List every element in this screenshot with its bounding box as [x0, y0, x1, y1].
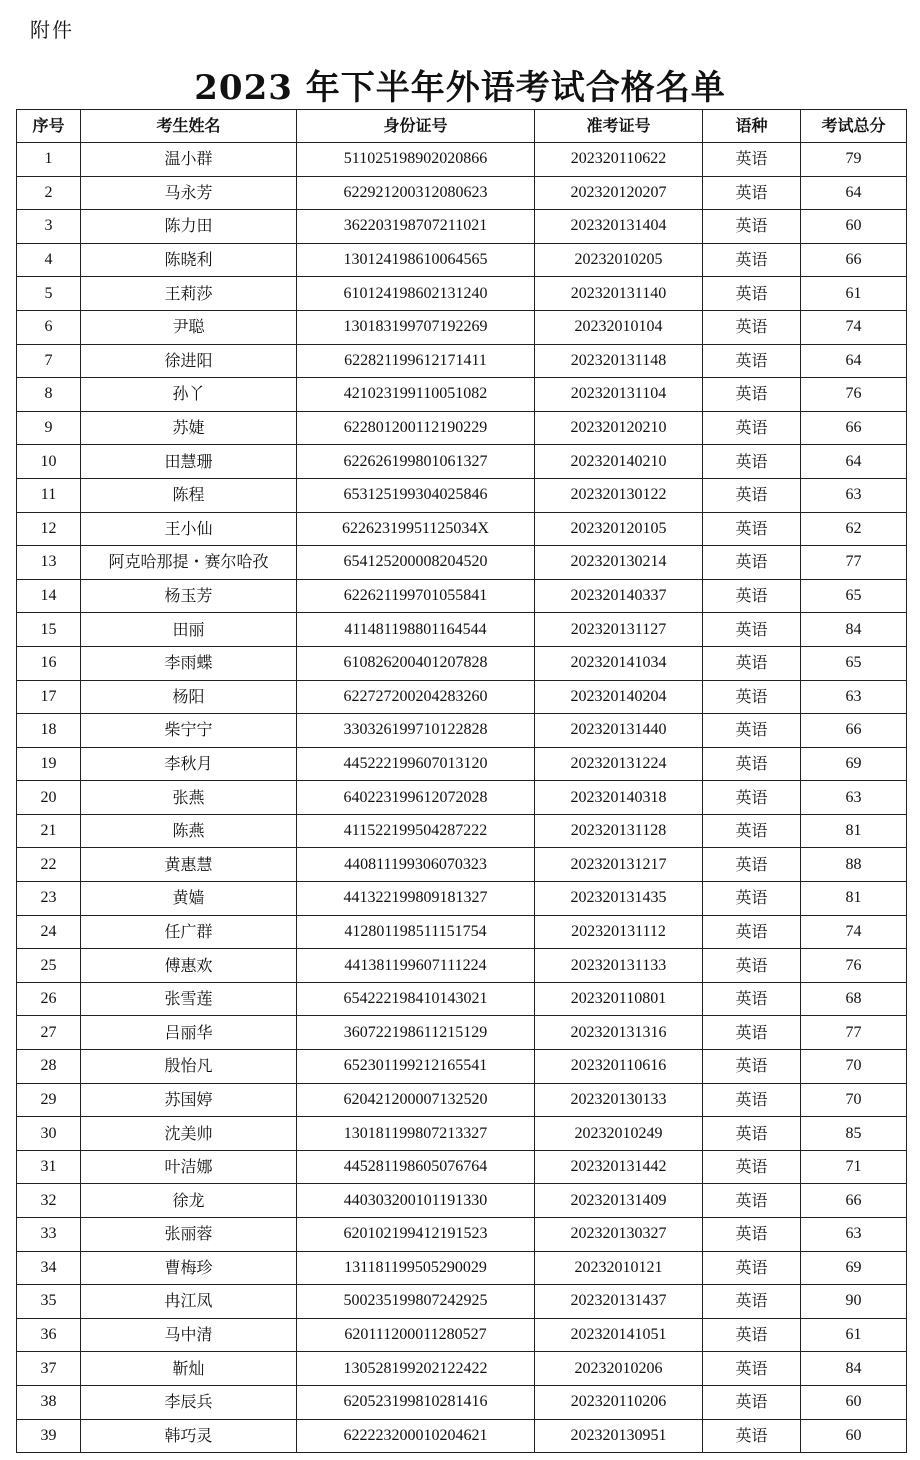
cell-name: 靳灿: [81, 1352, 297, 1386]
cell-total-score: 62: [801, 512, 907, 546]
cell-seq: 15: [17, 613, 81, 647]
table-row: [17, 714, 907, 748]
cell-exam-number: 202320131409: [535, 1184, 703, 1218]
cell-language: 英语: [703, 1285, 801, 1319]
cell-language: 英语: [703, 143, 801, 177]
cell-name: 陈程: [81, 478, 297, 512]
cell-name: 杨玉芳: [81, 579, 297, 613]
cell-language: 英语: [703, 1251, 801, 1285]
cell-seq: 2: [17, 176, 81, 210]
cell-name: 马中清: [81, 1318, 297, 1352]
cell-id-number: 654222198410143021: [297, 982, 535, 1016]
cell-exam-number: 202320131404: [535, 210, 703, 244]
cell-name: 马永芳: [81, 176, 297, 210]
cell-id-number: 622801200112190229: [297, 411, 535, 445]
cell-language: 英语: [703, 814, 801, 848]
cell-seq: 4: [17, 243, 81, 277]
cell-total-score: 60: [801, 210, 907, 244]
cell-total-score: 77: [801, 546, 907, 580]
cell-total-score: 61: [801, 277, 907, 311]
table-row: [17, 1083, 907, 1117]
cell-total-score: 70: [801, 1050, 907, 1084]
cell-seq: 18: [17, 714, 81, 748]
cell-id-number: 620421200007132520: [297, 1083, 535, 1117]
cell-id-number: 330326199710122828: [297, 714, 535, 748]
cell-seq: 20: [17, 781, 81, 815]
cell-seq: 8: [17, 378, 81, 412]
cell-total-score: 81: [801, 882, 907, 916]
table-row: [17, 478, 907, 512]
cell-language: 英语: [703, 714, 801, 748]
cell-seq: 22: [17, 848, 81, 882]
cell-seq: 11: [17, 478, 81, 512]
cell-name: 徐进阳: [81, 344, 297, 378]
cell-id-number: 130528199202122422: [297, 1352, 535, 1386]
table-row: [17, 1218, 907, 1252]
cell-seq: 31: [17, 1150, 81, 1184]
cell-seq: 10: [17, 445, 81, 479]
table-row: [17, 747, 907, 781]
table-row: [17, 1318, 907, 1352]
cell-seq: 7: [17, 344, 81, 378]
cell-total-score: 63: [801, 478, 907, 512]
cell-total-score: 84: [801, 613, 907, 647]
cell-name: 李雨蝶: [81, 646, 297, 680]
cell-id-number: 130183199707192269: [297, 310, 535, 344]
cell-total-score: 60: [801, 1385, 907, 1419]
cell-seq: 1: [17, 143, 81, 177]
cell-name: 李秋月: [81, 747, 297, 781]
table-row: [17, 1184, 907, 1218]
cell-total-score: 60: [801, 1419, 907, 1453]
table-row: [17, 176, 907, 210]
cell-seq: 34: [17, 1251, 81, 1285]
cell-language: 英语: [703, 512, 801, 546]
cell-name: 杨阳: [81, 680, 297, 714]
cell-id-number: 620523199810281416: [297, 1385, 535, 1419]
cell-exam-number: 202320110801: [535, 982, 703, 1016]
cell-exam-number: 202320131112: [535, 915, 703, 949]
column-header-id-number: 身份证号: [297, 110, 535, 143]
table-row: [17, 1016, 907, 1050]
cell-language: 英语: [703, 781, 801, 815]
cell-name: 苏国婷: [81, 1083, 297, 1117]
cell-name: 苏婕: [81, 411, 297, 445]
cell-exam-number: 202320110622: [535, 143, 703, 177]
cell-name: 田慧珊: [81, 445, 297, 479]
column-header-total-score: 考试总分: [801, 110, 907, 143]
cell-seq: 28: [17, 1050, 81, 1084]
cell-seq: 14: [17, 579, 81, 613]
cell-seq: 24: [17, 915, 81, 949]
cell-exam-number: 202320131442: [535, 1150, 703, 1184]
cell-total-score: 84: [801, 1352, 907, 1386]
cell-language: 英语: [703, 478, 801, 512]
table-row: [17, 344, 907, 378]
cell-exam-number: 202320131435: [535, 882, 703, 916]
cell-total-score: 71: [801, 1150, 907, 1184]
cell-id-number: 445281198605076764: [297, 1150, 535, 1184]
table-row: [17, 378, 907, 412]
cell-id-number: 610124198602131240: [297, 277, 535, 311]
cell-name: 沈美帅: [81, 1117, 297, 1151]
cell-name: 王莉莎: [81, 277, 297, 311]
cell-exam-number: 202320131316: [535, 1016, 703, 1050]
table-row: [17, 1117, 907, 1151]
cell-seq: 37: [17, 1352, 81, 1386]
cell-seq: 9: [17, 411, 81, 445]
cell-id-number: 130181199807213327: [297, 1117, 535, 1151]
table-row: [17, 143, 907, 177]
table-row: [17, 781, 907, 815]
cell-total-score: 68: [801, 982, 907, 1016]
cell-id-number: 610826200401207828: [297, 646, 535, 680]
cell-total-score: 88: [801, 848, 907, 882]
cell-total-score: 64: [801, 176, 907, 210]
cell-id-number: 440811199306070323: [297, 848, 535, 882]
cell-exam-number: 202320131224: [535, 747, 703, 781]
cell-total-score: 66: [801, 714, 907, 748]
cell-seq: 6: [17, 310, 81, 344]
cell-total-score: 74: [801, 310, 907, 344]
table-row: [17, 949, 907, 983]
cell-id-number: 411481198801164544: [297, 613, 535, 647]
cell-id-number: 130124198610064565: [297, 243, 535, 277]
cell-language: 英语: [703, 1117, 801, 1151]
cell-total-score: 66: [801, 1184, 907, 1218]
cell-exam-number: 20232010205: [535, 243, 703, 277]
cell-language: 英语: [703, 176, 801, 210]
table-row: [17, 411, 907, 445]
cell-name: 尹聪: [81, 310, 297, 344]
cell-name: 张丽蓉: [81, 1218, 297, 1252]
cell-total-score: 65: [801, 646, 907, 680]
column-header-language: 语种: [703, 110, 801, 143]
cell-language: 英语: [703, 210, 801, 244]
cell-language: 英语: [703, 1419, 801, 1453]
cell-exam-number: 202320131217: [535, 848, 703, 882]
cell-id-number: 511025198902020866: [297, 143, 535, 177]
cell-exam-number: 20232010249: [535, 1117, 703, 1151]
table-row: [17, 1050, 907, 1084]
cell-id-number: 622621199701055841: [297, 579, 535, 613]
cell-name: 任广群: [81, 915, 297, 949]
cell-exam-number: 202320141051: [535, 1318, 703, 1352]
cell-language: 英语: [703, 680, 801, 714]
cell-exam-number: 20232010104: [535, 310, 703, 344]
cell-name: 孙丫: [81, 378, 297, 412]
cell-total-score: 65: [801, 579, 907, 613]
cell-total-score: 61: [801, 1318, 907, 1352]
cell-language: 英语: [703, 579, 801, 613]
cell-language: 英语: [703, 949, 801, 983]
table-row: [17, 613, 907, 647]
cell-exam-number: 202320110616: [535, 1050, 703, 1084]
cell-total-score: 90: [801, 1285, 907, 1319]
cell-exam-number: 20232010121: [535, 1251, 703, 1285]
table-row: [17, 310, 907, 344]
cell-id-number: 421023199110051082: [297, 378, 535, 412]
cell-exam-number: 202320130214: [535, 546, 703, 580]
cell-name: 温小群: [81, 143, 297, 177]
cell-name: 曹梅珍: [81, 1251, 297, 1285]
cell-language: 英语: [703, 546, 801, 580]
cell-total-score: 77: [801, 1016, 907, 1050]
column-header-seq: 序号: [17, 110, 81, 143]
page-title: 2023 年下半年外语考试合格名单: [194, 68, 726, 108]
cell-seq: 21: [17, 814, 81, 848]
cell-id-number: 131181199505290029: [297, 1251, 535, 1285]
cell-language: 英语: [703, 747, 801, 781]
cell-seq: 30: [17, 1117, 81, 1151]
cell-id-number: 622921200312080623: [297, 176, 535, 210]
cell-name: 吕丽华: [81, 1016, 297, 1050]
cell-exam-number: 202320131104: [535, 378, 703, 412]
cell-id-number: 622821199612171411: [297, 344, 535, 378]
cell-total-score: 63: [801, 680, 907, 714]
cell-language: 英语: [703, 848, 801, 882]
cell-seq: 5: [17, 277, 81, 311]
cell-total-score: 76: [801, 378, 907, 412]
cell-exam-number: 202320120207: [535, 176, 703, 210]
cell-language: 英语: [703, 646, 801, 680]
cell-name: 王小仙: [81, 512, 297, 546]
cell-total-score: 69: [801, 1251, 907, 1285]
cell-total-score: 81: [801, 814, 907, 848]
cell-id-number: 440303200101191330: [297, 1184, 535, 1218]
cell-name: 柴宁宁: [81, 714, 297, 748]
cell-exam-number: 202320131127: [535, 613, 703, 647]
cell-total-score: 76: [801, 949, 907, 983]
cell-seq: 17: [17, 680, 81, 714]
cell-exam-number: 20232010206: [535, 1352, 703, 1386]
cell-id-number: 360722198611215129: [297, 1016, 535, 1050]
cell-exam-number: 202320131140: [535, 277, 703, 311]
cell-id-number: 362203198707211021: [297, 210, 535, 244]
cell-exam-number: 202320140204: [535, 680, 703, 714]
cell-exam-number: 202320130327: [535, 1218, 703, 1252]
cell-seq: 38: [17, 1385, 81, 1419]
table-row: [17, 579, 907, 613]
cell-id-number: 620102199412191523: [297, 1218, 535, 1252]
table-row: [17, 1385, 907, 1419]
cell-exam-number: 202320131128: [535, 814, 703, 848]
table-row: [17, 982, 907, 1016]
cell-language: 英语: [703, 1150, 801, 1184]
cell-language: 英语: [703, 1016, 801, 1050]
cell-total-score: 64: [801, 445, 907, 479]
cell-id-number: 411522199504287222: [297, 814, 535, 848]
cell-language: 英语: [703, 1218, 801, 1252]
cell-seq: 16: [17, 646, 81, 680]
cell-seq: 32: [17, 1184, 81, 1218]
cell-total-score: 63: [801, 781, 907, 815]
cell-language: 英语: [703, 344, 801, 378]
cell-seq: 36: [17, 1318, 81, 1352]
cell-seq: 39: [17, 1419, 81, 1453]
cell-exam-number: 202320130122: [535, 478, 703, 512]
cell-id-number: 654125200008204520: [297, 546, 535, 580]
column-header-exam-number: 准考证号: [535, 110, 703, 143]
cell-name: 张燕: [81, 781, 297, 815]
cell-language: 英语: [703, 243, 801, 277]
cell-name: 阿克哈那提・赛尔哈孜: [81, 546, 297, 580]
cell-seq: 23: [17, 882, 81, 916]
cell-id-number: 640223199612072028: [297, 781, 535, 815]
cell-id-number: 500235199807242925: [297, 1285, 535, 1319]
cell-total-score: 63: [801, 1218, 907, 1252]
table-row: [17, 1285, 907, 1319]
cell-total-score: 69: [801, 747, 907, 781]
cell-exam-number: 202320130133: [535, 1083, 703, 1117]
table-row: [17, 646, 907, 680]
cell-seq: 12: [17, 512, 81, 546]
attachment-label: 附件: [30, 18, 74, 42]
cell-total-score: 70: [801, 1083, 907, 1117]
table-row: [17, 277, 907, 311]
cell-seq: 13: [17, 546, 81, 580]
cell-language: 英语: [703, 882, 801, 916]
cell-exam-number: 202320131440: [535, 714, 703, 748]
cell-name: 叶洁娜: [81, 1150, 297, 1184]
cell-exam-number: 202320140318: [535, 781, 703, 815]
cell-id-number: 622727200204283260: [297, 680, 535, 714]
cell-id-number: 445222199607013120: [297, 747, 535, 781]
cell-exam-number: 202320131437: [535, 1285, 703, 1319]
cell-language: 英语: [703, 982, 801, 1016]
cell-id-number: 441381199607111224: [297, 949, 535, 983]
cell-id-number: 62262319951125034X: [297, 512, 535, 546]
cell-name: 田丽: [81, 613, 297, 647]
qualified-candidates-table: [16, 109, 907, 1453]
cell-total-score: 74: [801, 915, 907, 949]
cell-id-number: 412801198511151754: [297, 915, 535, 949]
table-row: [17, 1419, 907, 1453]
table-row: [17, 210, 907, 244]
cell-name: 黄嫱: [81, 882, 297, 916]
table-row: [17, 882, 907, 916]
cell-language: 英语: [703, 445, 801, 479]
cell-language: 英语: [703, 310, 801, 344]
cell-language: 英语: [703, 915, 801, 949]
cell-name: 徐龙: [81, 1184, 297, 1218]
cell-language: 英语: [703, 1083, 801, 1117]
table-row: [17, 848, 907, 882]
cell-language: 英语: [703, 1184, 801, 1218]
cell-exam-number: 202320140210: [535, 445, 703, 479]
cell-total-score: 85: [801, 1117, 907, 1151]
table-row: [17, 243, 907, 277]
cell-name: 李辰兵: [81, 1385, 297, 1419]
cell-name: 殷怡凡: [81, 1050, 297, 1084]
cell-exam-number: 202320120210: [535, 411, 703, 445]
cell-name: 傅惠欢: [81, 949, 297, 983]
cell-exam-number: 202320130951: [535, 1419, 703, 1453]
cell-seq: 35: [17, 1285, 81, 1319]
cell-language: 英语: [703, 613, 801, 647]
cell-seq: 25: [17, 949, 81, 983]
cell-language: 英语: [703, 1050, 801, 1084]
cell-name: 黄惠慧: [81, 848, 297, 882]
table-row: [17, 680, 907, 714]
cell-exam-number: 202320120105: [535, 512, 703, 546]
table-row: [17, 814, 907, 848]
table-body: [17, 143, 907, 1453]
cell-language: 英语: [703, 277, 801, 311]
cell-exam-number: 202320131133: [535, 949, 703, 983]
table-header-row: [17, 110, 907, 143]
cell-name: 陈力田: [81, 210, 297, 244]
table-row: [17, 546, 907, 580]
cell-seq: 29: [17, 1083, 81, 1117]
cell-name: 冉江凤: [81, 1285, 297, 1319]
cell-name: 陈晓利: [81, 243, 297, 277]
cell-total-score: 66: [801, 411, 907, 445]
cell-exam-number: 202320131148: [535, 344, 703, 378]
cell-language: 英语: [703, 1352, 801, 1386]
cell-seq: 27: [17, 1016, 81, 1050]
cell-total-score: 79: [801, 143, 907, 177]
cell-seq: 33: [17, 1218, 81, 1252]
table-row: [17, 512, 907, 546]
cell-seq: 26: [17, 982, 81, 1016]
cell-seq: 3: [17, 210, 81, 244]
cell-exam-number: 202320141034: [535, 646, 703, 680]
cell-id-number: 653125199304025846: [297, 478, 535, 512]
cell-id-number: 620111200011280527: [297, 1318, 535, 1352]
cell-language: 英语: [703, 1318, 801, 1352]
cell-language: 英语: [703, 411, 801, 445]
cell-exam-number: 202320140337: [535, 579, 703, 613]
cell-id-number: 622626199801061327: [297, 445, 535, 479]
cell-language: 英语: [703, 378, 801, 412]
table-row: [17, 915, 907, 949]
cell-id-number: 652301199212165541: [297, 1050, 535, 1084]
table-row: [17, 1352, 907, 1386]
cell-seq: 19: [17, 747, 81, 781]
table-row: [17, 1150, 907, 1184]
cell-name: 韩巧灵: [81, 1419, 297, 1453]
cell-total-score: 66: [801, 243, 907, 277]
table-row: [17, 1251, 907, 1285]
cell-name: 陈燕: [81, 814, 297, 848]
cell-language: 英语: [703, 1385, 801, 1419]
table-row: [17, 445, 907, 479]
cell-name: 张雪莲: [81, 982, 297, 1016]
cell-total-score: 64: [801, 344, 907, 378]
cell-exam-number: 202320110206: [535, 1385, 703, 1419]
column-header-name: 考生姓名: [81, 110, 297, 143]
cell-id-number: 441322199809181327: [297, 882, 535, 916]
cell-id-number: 622223200010204621: [297, 1419, 535, 1453]
